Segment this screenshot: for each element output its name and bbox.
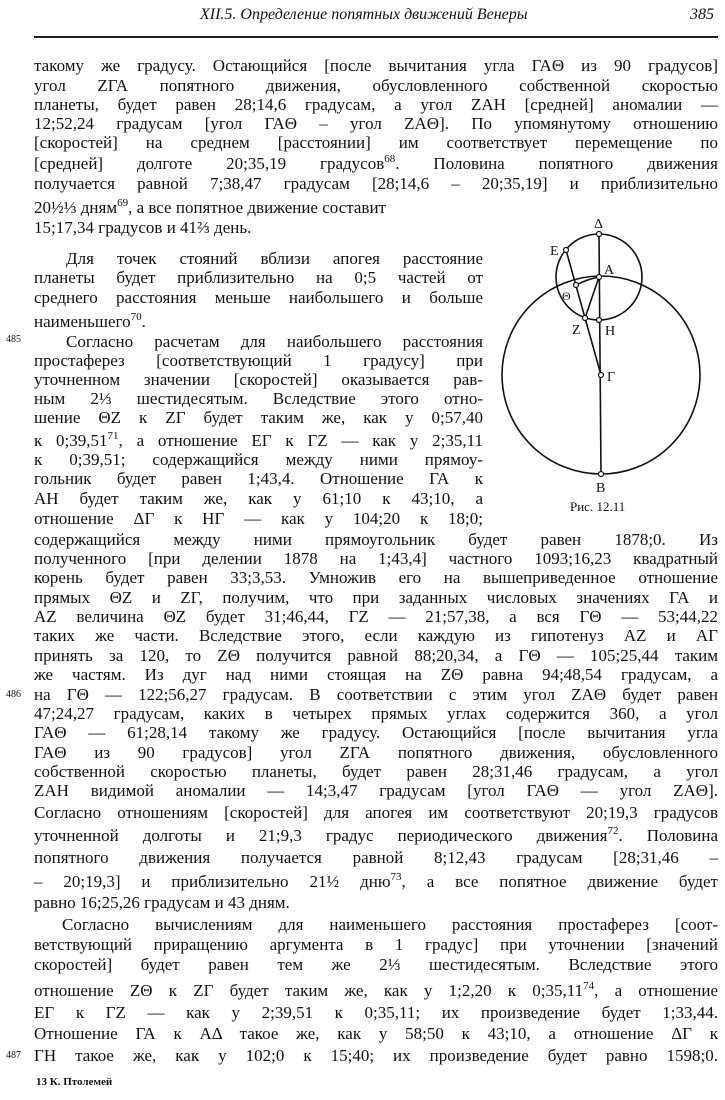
text-run: на ГΘ — 122;56,27 градусам. В соответствии с этим угол ZАΘ будет равен	[34, 685, 718, 704]
margin-number: 486	[6, 689, 21, 700]
text-run: , а все попятное движение составит	[128, 198, 386, 217]
margin-number: 485	[6, 334, 21, 345]
text-run: 47;24,27 градусам, каких в четырех прямых углах содержится 360, а угол	[34, 704, 718, 723]
text-run: равно 16;25,26 градусам и 43 дням.	[34, 893, 290, 912]
text-run: Для точек стояний вблизи апогея расстояние	[66, 249, 483, 268]
point-a	[597, 275, 602, 280]
text-run: ГАΘ из 90 градусов] угол ZГА попятного движения, обусловленного	[34, 743, 718, 762]
text-run: корень будет равен 33;3,53. Умножив его на вышеприведенное отношение	[34, 568, 718, 587]
text-run: 12;52,24 градусам [угол ГАΘ – угол ZАΘ]. По упомянутому отношению	[34, 114, 718, 133]
text-run: таких же части. Вследствие этого, если каждую из гипотенуз АZ и АГ	[34, 626, 718, 645]
text-run: прямых ΘZ и ZГ, получим, что при заданных числовых значениях ГА и	[34, 588, 718, 607]
label-z: Z	[572, 323, 581, 338]
point-theta	[574, 283, 579, 288]
label-delta: Δ	[594, 217, 604, 232]
text-run: 20½⅓ дням	[34, 198, 118, 217]
text-run: . Половина попятного движения	[395, 154, 718, 173]
point-h	[597, 318, 602, 323]
text-run: скоростей] будет равен тем же 2⅓ шестидесятым. Вследствие этого	[34, 955, 718, 974]
label-e: E	[550, 244, 559, 259]
label-theta: Θ	[562, 289, 571, 303]
label-b: B	[596, 481, 606, 496]
footnote-ref: 74	[583, 980, 595, 992]
text-run: АZ величина ΘZ будет 31;46,44, ГZ — 21;57,38, а вся ГΘ — 53;44,22	[34, 607, 718, 626]
text-run: ветствующий приращению аргумента в 1 градус] при уточнении [значений	[34, 935, 718, 954]
text-run: 15;17,34 градусов и 41⅔ день.	[34, 218, 252, 237]
text-run: такому же градусу. Остающийся [после вычитания угла ГАΘ из 90 градусов]	[34, 56, 718, 75]
footnote-ref: 69	[117, 197, 129, 209]
label-a: A	[604, 263, 615, 278]
text-run: ГАΘ — 61;28,14 такому же градусу. Остающийся [после вычитания угла	[34, 723, 718, 742]
text-run: уточненной долготы и 21;9,3 градус периодического движения	[34, 826, 608, 845]
footnote-ref: 68	[384, 153, 396, 165]
text-run: полученного [при делении 1878 на 1;43,4] частного 1093;16,23 квадратный	[34, 549, 718, 568]
footnote-ref: 70	[130, 311, 142, 323]
text-run: уточненном значении [скоростей] оказывается рав-	[34, 370, 483, 389]
text-run: ГН такое же, как у 102;0 к 15;40; их произведение будет равно 1598;0.	[34, 1046, 718, 1065]
text-run: – 20;19,3] и приблизительно 21½ дню	[34, 872, 391, 891]
figure-caption: Рис. 12.11	[570, 499, 626, 514]
text-run: ZАН видимой аномалии — 14;3,47 градусам [угол ГАΘ — угол ZАΘ].	[34, 781, 718, 800]
text-run: попятного движения получается равной 8;12,43 градусам [28;31,46 –	[34, 848, 718, 867]
text-run: . Половина	[618, 826, 719, 845]
text-run: простаферез [соответствующий 1 градусу] при	[34, 351, 483, 370]
point-delta	[597, 232, 602, 237]
text-run: ЕГ к ГZ — как у 2;39,51 к 0;35,11; их произведение будет 1;33,44.	[34, 1003, 718, 1022]
text-run: [скоростей] на среднем [расстоянии] им соответствует перемещение по	[34, 133, 718, 152]
apsidal-line	[599, 234, 601, 474]
text-run: отношение ΔГ к НГ — как у 104;20 к 18;0;	[34, 509, 483, 528]
text-run: планеты, будет равен 28;14,6 градусам, а угол ZАН [средней] аномалии —	[34, 95, 718, 114]
text-run: АН будет таким же, как у 61;10 к 43;10, а	[34, 489, 483, 508]
label-gamma: Г	[607, 370, 616, 385]
text-run: шение ΘZ к ZГ будет таким же, как у 0;57,40	[34, 408, 483, 427]
point-z	[583, 316, 588, 321]
text-run: собственной скоростью планеты, будет равен 28;31,46 градусам, а угол	[34, 762, 718, 781]
text-run: гольник будет равен 1;43,4. Отношение ГА к	[34, 469, 483, 488]
text-run: же частям. Из дуг над ними стоящая на ZΘ равна 94;48,54 градусам, а	[34, 665, 718, 684]
text-run: получается равной 7;38,47 градусам [28;14,6 – 20;35,19] и приблизительно	[34, 174, 718, 193]
text-run: принять за 120, то ZΘ получится равной 88;20,34, а ГΘ — 105;25,44 таким	[34, 646, 718, 665]
text-run: , а отношение	[594, 981, 718, 1000]
point-b	[599, 472, 604, 477]
point-e	[564, 248, 569, 253]
page-number: 385	[690, 6, 714, 23]
text-run: Согласно отношениям [скоростей] для апогея им соответствуют 20;19,3 градусов	[34, 803, 718, 822]
footnote-ref: 71	[107, 430, 119, 442]
text-run: отношение ZΘ к ZГ будет таким же, как у 1;2,20 к 0;35,11	[34, 981, 584, 1000]
text-run: планеты будет приблизительно на 0;5 частей от	[34, 268, 483, 287]
text-run: Согласно расчетам для наибольшего расстояния	[66, 332, 483, 351]
line-a-z	[585, 277, 599, 318]
text-run: Отношение ГА к АΔ такое же, как у 58;50 к 43;10, а отношение ΔГ к	[34, 1024, 718, 1043]
line-e-gamma	[566, 250, 601, 375]
text-run: , а все попятное движение будет	[401, 872, 718, 891]
footnote-ref: 72	[607, 825, 619, 837]
margin-number: 487	[6, 1050, 21, 1061]
text-run: угол ZГА попятного движения, обусловленного собственной скоростью	[34, 76, 718, 95]
signature-footer: 13 К. Птолемей	[36, 1076, 113, 1088]
label-h: H	[605, 324, 616, 339]
text-run: .	[141, 312, 146, 331]
text-run: ным 2⅓ шестидесятым. Вследствие этого отно-	[34, 389, 483, 408]
text-run: Согласно вычислениям для наименьшего расстояния простаферез [соот-	[62, 915, 718, 934]
text-run: содержащийся между ними прямоугольник будет равен 1878;0. Из	[34, 530, 718, 549]
running-header-title: XII.5. Определение попятных движений Венеры	[200, 6, 528, 23]
text-run: [средней] долготе 20;35,19 градусов	[34, 154, 385, 173]
text-run: среднего расстояния меньше наибольшего и больше	[34, 288, 483, 307]
text-run: к 0;39,51; содержащийся между ними прямоу-	[34, 450, 483, 469]
text-run: к 0;39,51	[34, 431, 108, 450]
text-run: , а отношение ЕГ к ГZ — как у 2;35,11	[118, 431, 483, 450]
point-gamma	[599, 373, 604, 378]
footnote-ref: 73	[390, 871, 402, 883]
text-run: наименьшего	[34, 312, 131, 331]
